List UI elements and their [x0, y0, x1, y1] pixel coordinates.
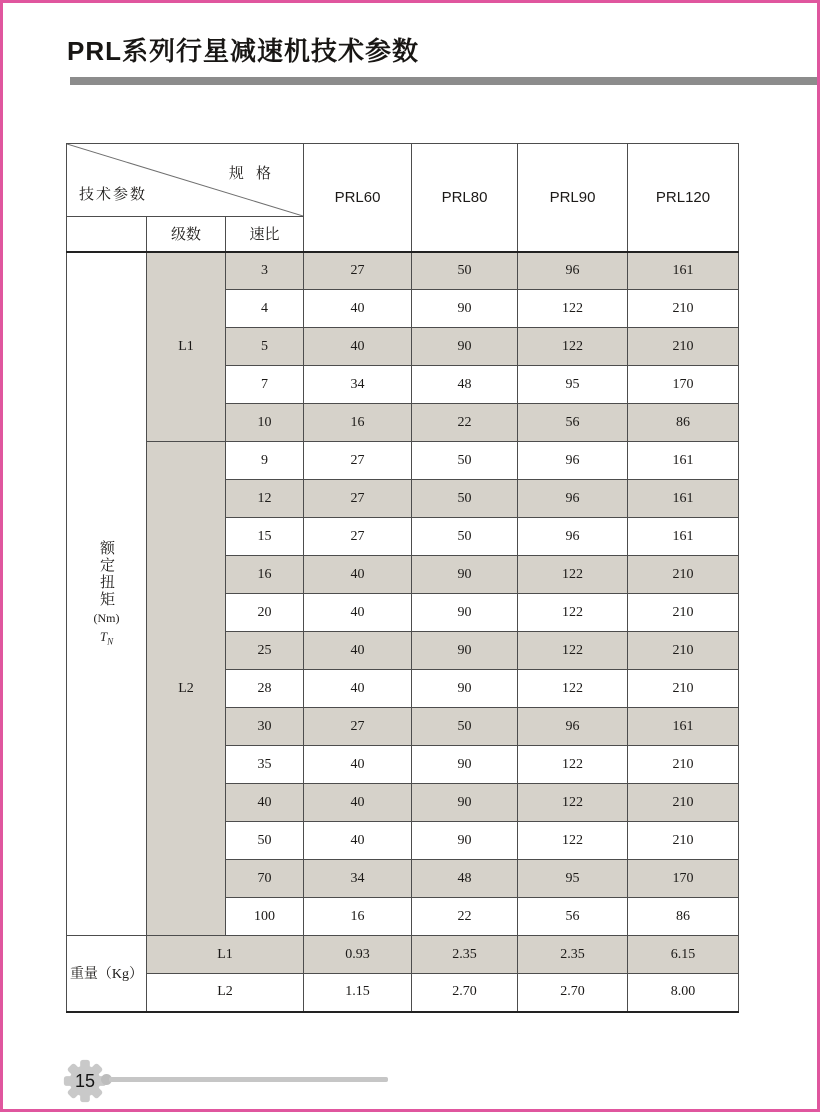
torque-label-vertical: 额定扭矩 — [98, 540, 114, 609]
corner-label-spec: 规 格 — [228, 165, 276, 182]
value-cell: 210 — [628, 556, 739, 594]
value-cell: 170 — [628, 860, 739, 898]
stage-cell-l2: L2 — [147, 442, 226, 936]
value-cell: 96 — [518, 442, 628, 480]
value-cell: 48 — [412, 366, 518, 404]
value-cell: 122 — [518, 328, 628, 366]
value-cell: 210 — [628, 594, 739, 632]
value-cell: 96 — [518, 518, 628, 556]
torque-label-cell — [67, 252, 147, 936]
value-cell: 122 — [518, 556, 628, 594]
value-cell: 90 — [412, 556, 518, 594]
value-cell: 40 — [304, 822, 412, 860]
ratio-cell: 15 — [226, 518, 304, 556]
title-underline-bar — [70, 77, 817, 85]
ratio-cell: 5 — [226, 328, 304, 366]
ratio-cell: 40 — [226, 784, 304, 822]
value-cell: 96 — [518, 252, 628, 290]
spec-table — [66, 143, 739, 1013]
column-header-prl60: PRL60 — [304, 144, 412, 252]
value-cell: 122 — [518, 746, 628, 784]
value-cell: 122 — [518, 632, 628, 670]
value-cell: 90 — [412, 594, 518, 632]
value-cell: 161 — [628, 252, 739, 290]
subheader-empty-cell — [67, 217, 147, 252]
stage-cell-l1: L1 — [147, 252, 226, 442]
weight-label: 重量（Kg） — [69, 967, 144, 983]
weight-value-cell: 6.15 — [628, 936, 739, 974]
value-cell: 161 — [628, 518, 739, 556]
weight-value-cell: 1.15 — [304, 974, 412, 1012]
value-cell: 40 — [304, 290, 412, 328]
ratio-cell: 28 — [226, 670, 304, 708]
value-cell: 210 — [628, 784, 739, 822]
value-cell: 210 — [628, 328, 739, 366]
value-cell: 40 — [304, 784, 412, 822]
column-header-prl120: PRL120 — [628, 144, 739, 252]
value-cell: 27 — [304, 252, 412, 290]
value-cell: 40 — [304, 556, 412, 594]
ratio-cell: 30 — [226, 708, 304, 746]
value-cell: 96 — [518, 708, 628, 746]
value-cell: 22 — [412, 404, 518, 442]
weight-value-cell: 2.35 — [412, 936, 518, 974]
column-header-prl80: PRL80 — [412, 144, 518, 252]
value-cell: 90 — [412, 670, 518, 708]
value-cell: 40 — [304, 594, 412, 632]
value-cell: 40 — [304, 632, 412, 670]
subheader-ratio: 速比 — [226, 217, 304, 252]
ratio-cell: 10 — [226, 404, 304, 442]
column-header-prl90: PRL90 — [518, 144, 628, 252]
ratio-cell: 12 — [226, 480, 304, 518]
value-cell: 90 — [412, 746, 518, 784]
value-cell: 50 — [412, 442, 518, 480]
weight-label-cell — [67, 936, 147, 1012]
value-cell: 161 — [628, 442, 739, 480]
weight-value-cell: 2.70 — [518, 974, 628, 1012]
page-number: 15 — [74, 1070, 96, 1091]
value-cell: 48 — [412, 860, 518, 898]
value-cell: 50 — [412, 708, 518, 746]
value-cell: 27 — [304, 442, 412, 480]
value-cell: 210 — [628, 822, 739, 860]
value-cell: 40 — [304, 670, 412, 708]
ratio-cell: 3 — [226, 252, 304, 290]
value-cell: 34 — [304, 366, 412, 404]
value-cell: 56 — [518, 898, 628, 936]
ratio-cell: 20 — [226, 594, 304, 632]
value-cell: 210 — [628, 670, 739, 708]
subheader-stage: 级数 — [147, 217, 226, 252]
value-cell: 95 — [518, 366, 628, 404]
value-cell: 56 — [518, 404, 628, 442]
value-cell: 90 — [412, 822, 518, 860]
value-cell: 40 — [304, 328, 412, 366]
value-cell: 96 — [518, 480, 628, 518]
value-cell: 90 — [412, 632, 518, 670]
corner-label-tech-params: 技术参数 — [79, 186, 148, 203]
weight-stage-cell: L2 — [147, 974, 304, 1012]
torque-symbol: $T_N$ — [99, 629, 114, 648]
value-cell: 27 — [304, 480, 412, 518]
value-cell: 122 — [518, 822, 628, 860]
ratio-cell: 50 — [226, 822, 304, 860]
value-cell: 122 — [518, 290, 628, 328]
ratio-cell: 7 — [226, 366, 304, 404]
value-cell: 22 — [412, 898, 518, 936]
value-cell: 122 — [518, 784, 628, 822]
value-cell: 161 — [628, 708, 739, 746]
ratio-cell: 16 — [226, 556, 304, 594]
footer-rule-line — [109, 1077, 388, 1082]
value-cell: 50 — [412, 480, 518, 518]
value-cell: 27 — [304, 708, 412, 746]
value-cell: 210 — [628, 632, 739, 670]
weight-value-cell: 2.35 — [518, 936, 628, 974]
value-cell: 210 — [628, 746, 739, 784]
value-cell: 210 — [628, 290, 739, 328]
ratio-cell: 35 — [226, 746, 304, 784]
value-cell: 90 — [412, 328, 518, 366]
value-cell: 34 — [304, 860, 412, 898]
diagonal-header-cell — [67, 144, 304, 217]
page-title: PRL系列行星减速机技术参数 — [67, 36, 420, 66]
ratio-cell: 100 — [226, 898, 304, 936]
value-cell: 86 — [628, 898, 739, 936]
torque-unit: (Nm) — [93, 611, 120, 626]
value-cell: 161 — [628, 480, 739, 518]
value-cell: 122 — [518, 670, 628, 708]
value-cell: 16 — [304, 898, 412, 936]
value-cell: 40 — [304, 746, 412, 784]
ratio-cell: 4 — [226, 290, 304, 328]
value-cell: 50 — [412, 252, 518, 290]
value-cell: 90 — [412, 784, 518, 822]
weight-value-cell: 0.93 — [304, 936, 412, 974]
ratio-cell: 9 — [226, 442, 304, 480]
value-cell: 27 — [304, 518, 412, 556]
value-cell: 90 — [412, 290, 518, 328]
ratio-cell: 25 — [226, 632, 304, 670]
weight-stage-cell: L1 — [147, 936, 304, 974]
weight-value-cell: 8.00 — [628, 974, 739, 1012]
ratio-cell: 70 — [226, 860, 304, 898]
value-cell: 50 — [412, 518, 518, 556]
value-cell: 170 — [628, 366, 739, 404]
value-cell: 86 — [628, 404, 739, 442]
weight-value-cell: 2.70 — [412, 974, 518, 1012]
value-cell: 122 — [518, 594, 628, 632]
value-cell: 16 — [304, 404, 412, 442]
value-cell: 95 — [518, 860, 628, 898]
